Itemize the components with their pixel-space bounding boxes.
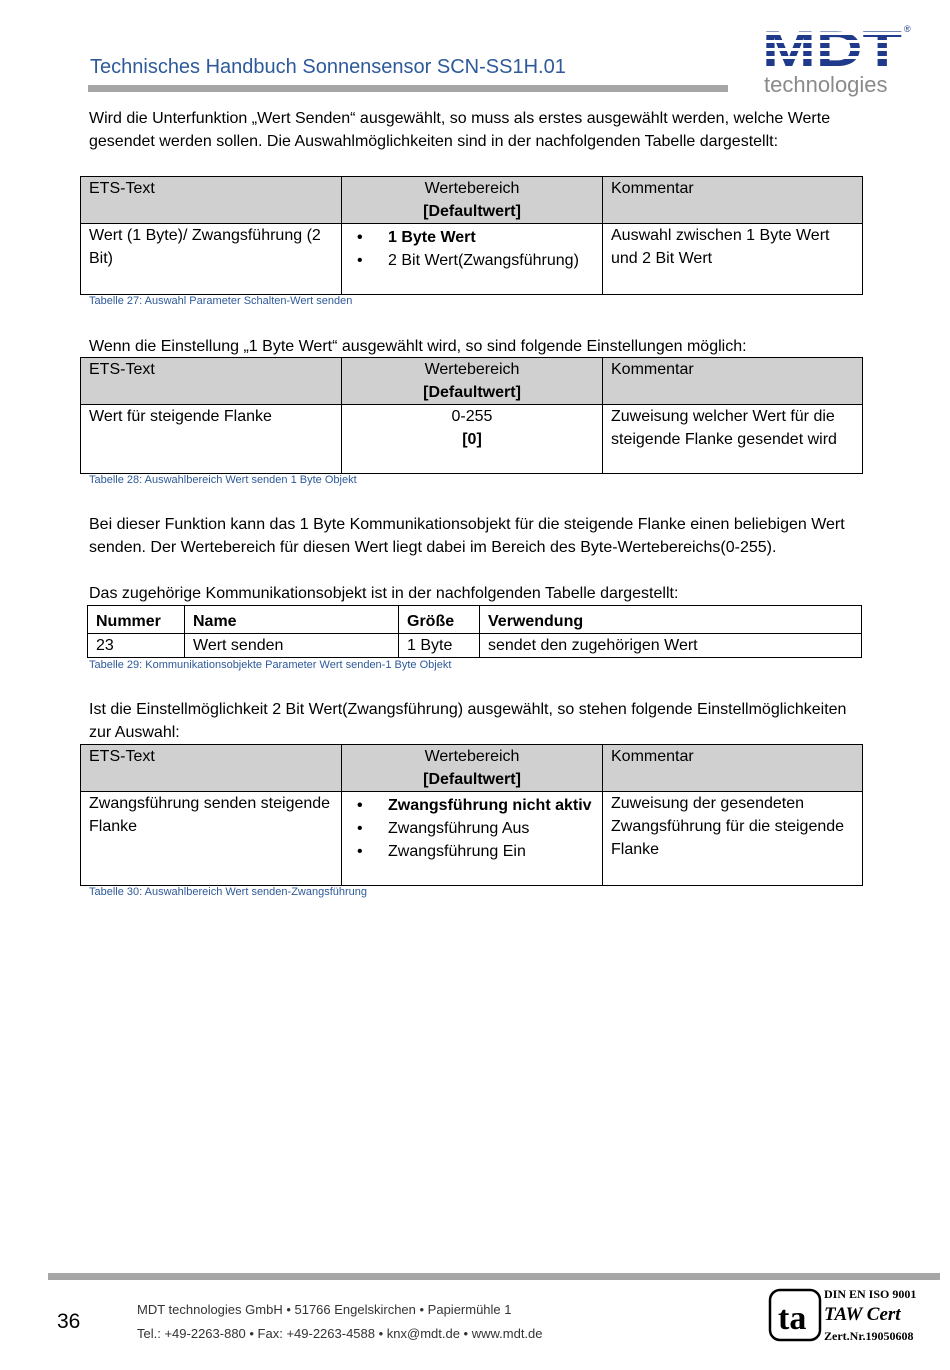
cell-nummer: 23 (88, 634, 185, 658)
header-kommentar: Kommentar (603, 358, 863, 405)
table-28-ets-text: Wert für steigende Flanke (81, 405, 342, 474)
option-item: • Zwangsführung Ein (388, 840, 594, 863)
table-30-comment: Zuweisung der gesendeten Zwangsführung für die steigende Flanke (603, 792, 863, 886)
intro-paragraph-4: Das zugehörige Kommunikationsobjekt ist in der nachfolgenden Tabelle dargestellt: (89, 585, 679, 602)
footer-address: MDT technologies GmbH • 51766 Engelskirchen • Papiermühle 1 (137, 1302, 512, 1317)
caption-table-28: Tabelle 28: Auswahlbereich Wert senden 1 Byte Objekt (89, 474, 357, 486)
table-30-options (342, 792, 603, 886)
taw-cert-seal (768, 1284, 938, 1346)
header-wertebereich-label: Wertebereich (424, 361, 520, 378)
cell-verwendung: sendet den zugehörigen Wert (480, 634, 862, 658)
logo-subtitle: technologies (764, 72, 888, 97)
page-number: 36 (57, 1310, 81, 1333)
table-28 (80, 357, 863, 474)
option-item: • Zwangsführung nicht aktiv (388, 794, 594, 817)
header-wertebereich (342, 745, 603, 792)
document-title: Technisches Handbuch Sonnensensor SCN-SS1H.01 (90, 56, 566, 78)
table-30 (80, 744, 863, 886)
cert-mark: ta (778, 1300, 807, 1337)
range-value: 0-255 (451, 408, 493, 425)
option-item: • 2 Bit Wert(Zwangsführung) (388, 249, 594, 272)
caption-table-27: Tabelle 27: Auswahl Parameter Schalten-Wert senden (89, 295, 353, 307)
cert-line-2: TAW Cert (824, 1304, 901, 1325)
logo-registered: ® (904, 24, 911, 34)
table-27-ets-text: Wert (1 Byte)/ Zwangsführung (2 Bit) (81, 224, 342, 295)
cert-line-1: DIN EN ISO 9001 (824, 1287, 917, 1301)
intro-paragraph-5: Ist die Einstellmöglichkeit 2 Bit Wert(Zwangsführung) ausgewählt, so stehen folgende Einstellmöglichkeiten zur Auswahl: (89, 701, 847, 741)
option-item: • 1 Byte Wert (388, 226, 594, 249)
header-nummer: Nummer (88, 606, 185, 634)
header-ets-text: ETS-Text (81, 745, 342, 792)
cell-groesse: 1 Byte (399, 634, 480, 658)
header-groesse: Größe (399, 606, 480, 634)
table-27-comment: Auswahl zwischen 1 Byte Wert und 2 Bit Wert (603, 224, 863, 295)
header-verwendung: Verwendung (480, 606, 862, 634)
header-name: Name (185, 606, 399, 634)
default-value: [0] (462, 431, 482, 448)
header-ets-text: ETS-Text (81, 177, 342, 224)
table-28-comment: Zuweisung welcher Wert für die steigende Flanke gesendet wird (603, 405, 863, 474)
option-item: • Zwangsführung Aus (388, 817, 594, 840)
intro-paragraph-1: Wird die Unterfunktion „Wert Senden“ ausgewählt, so muss als erstes ausgewählt werden, welche Werte gesendet werden sollen. Die Auswahlmöglichkeiten sind in der nachfolgenden Tabelle dargestellt: (89, 110, 831, 150)
intro-paragraph-2: Wenn die Einstellung „1 Byte Wert“ ausgewählt wird, so sind folgende Einstellungen möglich: (89, 338, 747, 355)
table-30-ets-text: Zwangsführung senden steigende Flanke (81, 792, 342, 886)
header-kommentar: Kommentar (603, 177, 863, 224)
table-27-options (342, 224, 603, 295)
intro-paragraph-3: Bei dieser Funktion kann das 1 Byte Kommunikationsobjekt für die steigende Flanke einen beliebigen Wert senden. Der Wertebereich für diesen Wert liegt dabei im Bereich des Byte-Wertebereichs(0-255). (89, 516, 845, 556)
caption-table-30: Tabelle 30: Auswahlbereich Wert senden-Zwangsführung (89, 886, 368, 898)
cell-name: Wert senden (185, 634, 399, 658)
header-defaultwert-label: [Defaultwert] (423, 203, 521, 220)
table-29 (87, 605, 862, 658)
header-wertebereich-label: Wertebereich (424, 748, 520, 765)
cert-line-3: Zert.Nr.19050608 (824, 1329, 914, 1343)
header-ets-text: ETS-Text (81, 358, 342, 405)
header-defaultwert-label: [Defaultwert] (423, 771, 521, 788)
footer-contact: Tel.: +49-2263-880 • Fax: +49-2263-4588 • knx@mdt.de • www.mdt.de (137, 1326, 543, 1341)
footer-rule (48, 1273, 940, 1280)
caption-table-29: Tabelle 29: Kommunikationsobjekte Parameter Wert senden-1 Byte Objekt (89, 659, 452, 671)
mdt-logo (760, 18, 920, 98)
header-wertebereich-label: Wertebereich (424, 180, 520, 197)
header-rule (88, 85, 728, 92)
header-wertebereich (342, 358, 603, 405)
header-defaultwert-label: [Defaultwert] (423, 384, 521, 401)
header-kommentar: Kommentar (603, 745, 863, 792)
table-27 (80, 176, 863, 295)
header-wertebereich (342, 177, 603, 224)
table-28-range (342, 405, 603, 474)
